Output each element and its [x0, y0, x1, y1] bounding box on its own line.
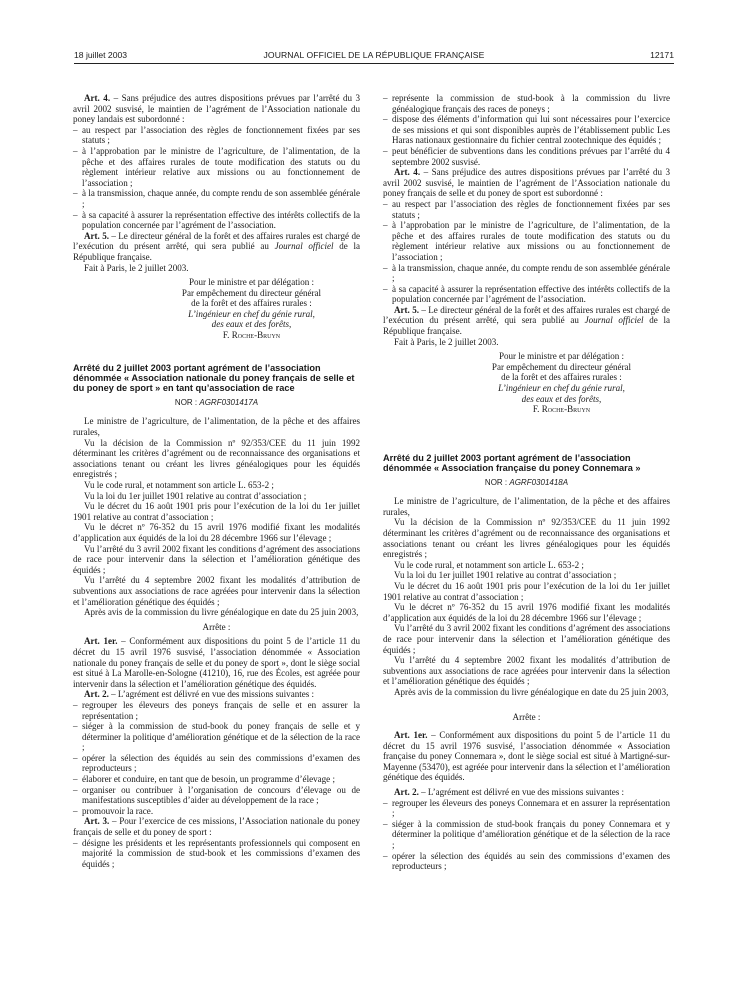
- list-item: – à la transmission, chaque année, du compte rendu de son assemblée générale ;: [73, 188, 360, 209]
- signature-line: Par empêchement du directeur général: [181, 287, 322, 298]
- article-label: Art. 2.: [84, 689, 109, 700]
- article-2: [73, 689, 360, 700]
- signature-line: de la forêt et des affaires rurales :: [501, 372, 622, 383]
- article-1: [73, 636, 360, 689]
- article-3-list-continued: [383, 93, 670, 167]
- nor-reference: [73, 398, 360, 409]
- visa-paragraph: Vu l’arrêté du 3 avril 2002 fixant les conditions d’agrément des associations de race pour intervenir dans la sélection et l’amélioration génétique des équidés ;: [73, 543, 360, 575]
- signature-line: des eaux et des forêts,: [521, 393, 602, 404]
- place-date: Fait à Paris, le 2 juillet 2003.: [84, 262, 189, 273]
- article-label: Art. 5.: [394, 304, 419, 315]
- visa-paragraphs: [73, 416, 360, 617]
- visa-paragraph: Vu l’arrêté du 3 avril 2002 fixant les conditions d’agrément des associations de race pour intervenir dans la sélection et l’amélioration génétique des équidés ;: [383, 623, 670, 655]
- signature-line: L’ingénieur en chef du génie rural,: [498, 383, 625, 394]
- list-item: – opérer la sélection des équidés au sein des commissions d’examen des reproducteurs ;: [383, 851, 670, 872]
- signature-line: Pour le ministre et par délégation :: [498, 351, 625, 362]
- list-item: – au respect par l’association des règles de fonctionnement fixées par ses statuts ;: [383, 199, 670, 220]
- journal-reference: Journal officiel: [584, 315, 644, 326]
- article-5: [73, 231, 360, 263]
- visa-paragraph: Vu l’arrêté du 4 septembre 2002 fixant les modalités d’attribution de subventions aux associations de race agréées pour intervenir dans la sélection et l’amélioration génétique des équidés ;: [73, 575, 360, 607]
- issue-date: 18 juillet 2003: [74, 50, 128, 60]
- list-item: – siéger à la commission de stud-book français du poney Connemara et y déterminer la politique d’amélioration génétique et de la sélection de la race ;: [383, 819, 670, 851]
- nor-label: NOR :: [484, 477, 510, 487]
- article-1: [383, 730, 670, 783]
- list-item: – au respect par l’association des règles de fonctionnement fixées par ses statuts ;: [73, 125, 360, 146]
- list-item: – à sa capacité à assurer la représentation effective des intérêts collectifs de la population concernée par l’agrément de l’association.: [383, 284, 670, 305]
- article-text: – Sans préjudice des autres dispositions prévues par l’arrêté du 3 avril 2002 susvisé, le maintien de l’agrément de l’Association nationale du poney landais est subordonné :: [73, 93, 360, 125]
- article-text: – Conformément aux dispositions du point 5 de l’article 11 du décret du 15 avril 1976 susvisé, l’association dénommée « Association nationale du poney français de selle et du poney de sport », dont le siège social est situé à La Marolle-en-Sologne (41210), 16, rue des Écoles, est agréée pour intervenir dans la sélection et l’amélioration génétique des équidés.: [73, 636, 360, 689]
- visa-paragraph: Vu le décret du 16 août 1901 pris pour l’exécution de la loi du 1er juillet 1901 relative au contrat d’association ;: [73, 501, 360, 522]
- nor-reference: [383, 478, 670, 489]
- visa-paragraph: Vu la loi du 1er juillet 1901 relative au contrat d’association ;: [84, 490, 307, 501]
- article-3-list: [73, 838, 360, 870]
- place-date: Fait à Paris, le 2 juillet 2003.: [394, 336, 499, 347]
- list-item: – promouvoir la race.: [73, 806, 360, 817]
- article-label: Art. 2.: [394, 787, 419, 798]
- signature-line: de la forêt et des affaires rurales :: [191, 298, 312, 309]
- signatory-name: F. Roche-Bruyn: [532, 404, 591, 415]
- visa-paragraph: Vu la décision de la Commission nº 92/353/CEE du 11 juin 1992 déterminant les critères d’agrément ou de reconnaissance des organisations et associations tenant ou créant les livres généalogiques pour les équidés enregistrés ;: [383, 517, 670, 560]
- list-item: – élaborer et conduire, en tant que de besoin, un programme d’élevage ;: [73, 774, 360, 785]
- article-4-list: [383, 199, 670, 305]
- article-3: [73, 816, 360, 837]
- visa-paragraph: Vu la loi du 1er juillet 1901 relative au contrat d’association ;: [394, 570, 617, 581]
- arrete-heading: Arrête :: [512, 711, 541, 722]
- right-column: [383, 93, 670, 872]
- list-item: – opérer la sélection des équidés au sein des commissions d’examen des reproducteurs ;: [73, 753, 360, 774]
- visa-paragraph: Vu l’arrêté du 4 septembre 2002 fixant les modalités d’attribution de subventions aux associations de race agréées pour intervenir dans la sélection et l’amélioration génétique des équidés ;: [383, 655, 670, 687]
- journal-title: JOURNAL OFFICIEL DE LA RÉPUBLIQUE FRANÇAISE: [263, 50, 485, 60]
- decree-title: Arrêté du 2 juillet 2003 portant agrément de l’association dénommée « Association nationale du poney français de selle et du poney de sport » en tant qu’association de race: [73, 362, 355, 394]
- list-item: – dispose des éléments d’information qui lui sont nécessaires pour l’exercice de ses missions et qui sont disponibles auprès de l’établissement public Les Haras nationaux gestionnaire du fichier central zootechnique des équidés ;: [383, 114, 670, 146]
- signature-line: L’ingénieur en chef du génie rural,: [188, 308, 315, 319]
- visa-paragraph: Vu la décision de la Commission nº 92/353/CEE du 11 juin 1992 déterminant les critères d’agrément ou de reconnaissance des organisations et associations tenant ou créant les livres généalogiques pour les équidés enregistrés ;: [73, 437, 360, 480]
- header-rule: [74, 63, 674, 64]
- article-text: – Sans préjudice des autres dispositions prévues par l’arrêté du 3 avril 2002 susvisé, le maintien de l’agrément de l’Association nationale du poney français de selle et du poney de sport est subordonné :: [383, 167, 670, 199]
- article-text: de la République française.: [73, 241, 360, 262]
- nor-label: NOR :: [174, 397, 200, 407]
- article-text: – L’agrément est délivré en vue des missions suivantes :: [418, 787, 625, 798]
- article-label: Art. 1er.: [84, 636, 118, 647]
- article-5: [383, 305, 670, 337]
- article-text: – L’agrément est délivré en vue des missions suivantes :: [108, 689, 315, 700]
- visa-paragraph: Après avis de la commission du livre généalogique en date du 25 juin 2003,: [394, 686, 669, 697]
- article-label: Art. 1er.: [394, 730, 428, 741]
- list-item: – siéger à la commission de stud-book du poney français de selle et y déterminer la politique d’amélioration génétique et de la sélection de la race ;: [73, 721, 360, 753]
- article-text: – Conformément aux dispositions du point 5 de l’article 11 du décret du 15 avril 1976 susvisé, l’association dénommée « Association française du poney Connemara », dont le siège social est situé à Martigné-sur-Mayenne (53470), est agréée pour intervenir dans la sélection et l’amélioration génétique des équidés.: [383, 730, 670, 783]
- article-2-list: [383, 798, 670, 872]
- page-number: 12171: [650, 50, 674, 60]
- visa-paragraph: Vu le code rural, et notamment son article L. 653-2 ;: [394, 559, 584, 570]
- list-item: – à sa capacité à assurer la représentation effective des intérêts collectifs de la population concernée par l’agrément de l’association.: [73, 210, 360, 231]
- signatory-name: F. Roche-Bruyn: [222, 330, 281, 341]
- article-4-list: [73, 125, 360, 231]
- signature-line: Par empêchement du directeur général: [491, 361, 632, 372]
- visa-paragraph: Vu le décret du 16 août 1901 pris pour l’exécution de la loi du 1er juillet 1901 relative au contrat d’association ;: [383, 580, 670, 602]
- list-item: – à l’approbation par le ministre de l’agriculture, de l’alimentation, de la pêche et des affaires rurales de toute modification des statuts ou du règlement intérieur relative aux missions ou au fonctionnement de l’association ;: [73, 146, 360, 188]
- article-text: – Le directeur général de la forêt et des affaires rurales est chargé de l’exécution du présent arrêté, qui sera publié au: [73, 230, 360, 252]
- visa-paragraph: Le ministre de l’agriculture, de l’alimentation, de la pêche et des affaires rurales,: [383, 496, 670, 517]
- list-item: – désigne les présidents et les représentants professionnels qui composent en majorité la commission de stud-book et les commissions d’examen des équidés ;: [73, 838, 360, 870]
- list-item: – représente la commission de stud-book à la commission du livre généalogique français des races de poneys ;: [383, 93, 670, 114]
- list-item: – regrouper les éleveurs des poneys Connemara et en assurer la représentation ;: [383, 798, 670, 819]
- visa-paragraph: Vu le code rural, et notamment son article L. 653-2 ;: [84, 480, 274, 491]
- article-text: – Le directeur général de la forêt et des affaires rurales est chargé de l’exécution du présent arrêté, qui sera publié au: [383, 304, 670, 326]
- list-item: – regrouper les éleveurs des poneys français de selle et en assurer la représentation ;: [73, 700, 360, 721]
- nor-code: AGRF0301417A: [199, 397, 259, 407]
- visa-paragraph: Le ministre de l’agriculture, de l’alimentation, de la pêche et des affaires rurales,: [73, 416, 360, 438]
- nor-code: AGRF0301418A: [509, 477, 569, 487]
- arrete-heading: Arrête :: [202, 621, 231, 632]
- list-item: – à l’approbation par le ministre de l’agriculture, de l’alimentation, de la pêche et des affaires rurales de toute modification des statuts ou du règlement intérieur relative aux missions ou au fonctionnement de l’association ;: [383, 220, 670, 262]
- article-label: Art. 4.: [84, 93, 111, 103]
- article-text: – Pour l’exercice de ces missions, l’Association nationale du poney français de selle et du poney de sport :: [73, 816, 360, 838]
- article-2-list: [73, 700, 360, 817]
- article-label: Art. 3.: [84, 816, 110, 827]
- signature-block: [453, 351, 670, 415]
- article-label: Art. 5.: [84, 230, 109, 241]
- article-4: [383, 167, 670, 199]
- article-2: [383, 787, 670, 798]
- article-4: [73, 93, 360, 125]
- article-text: de la République française.: [383, 315, 670, 337]
- list-item: – peut bénéficier de subventions dans les conditions prévues par l’arrêté du 4 septembre 2002 susvisé.: [383, 146, 670, 167]
- visa-paragraph: Vu le décret nº 76-352 du 15 avril 1976 modifié fixant les modalités d’application aux équidés de la loi du 28 décembre 1966 sur l’élevage ;: [383, 602, 670, 623]
- visa-paragraph: Après avis de la commission du livre généalogique en date du 25 juin 2003,: [84, 607, 359, 618]
- list-item: – à la transmission, chaque année, du compte rendu de son assemblée générale ;: [383, 263, 670, 284]
- page-header: [74, 50, 674, 64]
- signature-line: des eaux et des forêts,: [211, 319, 292, 330]
- visa-paragraphs: [383, 496, 670, 697]
- signature-line: Pour le ministre et par délégation :: [188, 277, 315, 288]
- list-item: – organiser ou contribuer à l’organisation de concours d’élevage ou de manifestations susceptibles d’aider au développement de la race ;: [73, 785, 360, 806]
- signature-block: [143, 277, 360, 341]
- decree-title: Arrêté du 2 juillet 2003 portant agrément de l’association dénommée « Association française du poney Connemara »: [383, 452, 641, 474]
- article-label: Art. 4.: [394, 167, 421, 178]
- visa-paragraph: Vu le décret nº 76-352 du 15 avril 1976 modifié fixant les modalités d’application aux équidés de la loi du 28 décembre 1966 sur l’élevage ;: [73, 522, 360, 543]
- journal-reference: Journal officiel: [274, 241, 334, 252]
- left-column: [73, 93, 360, 869]
